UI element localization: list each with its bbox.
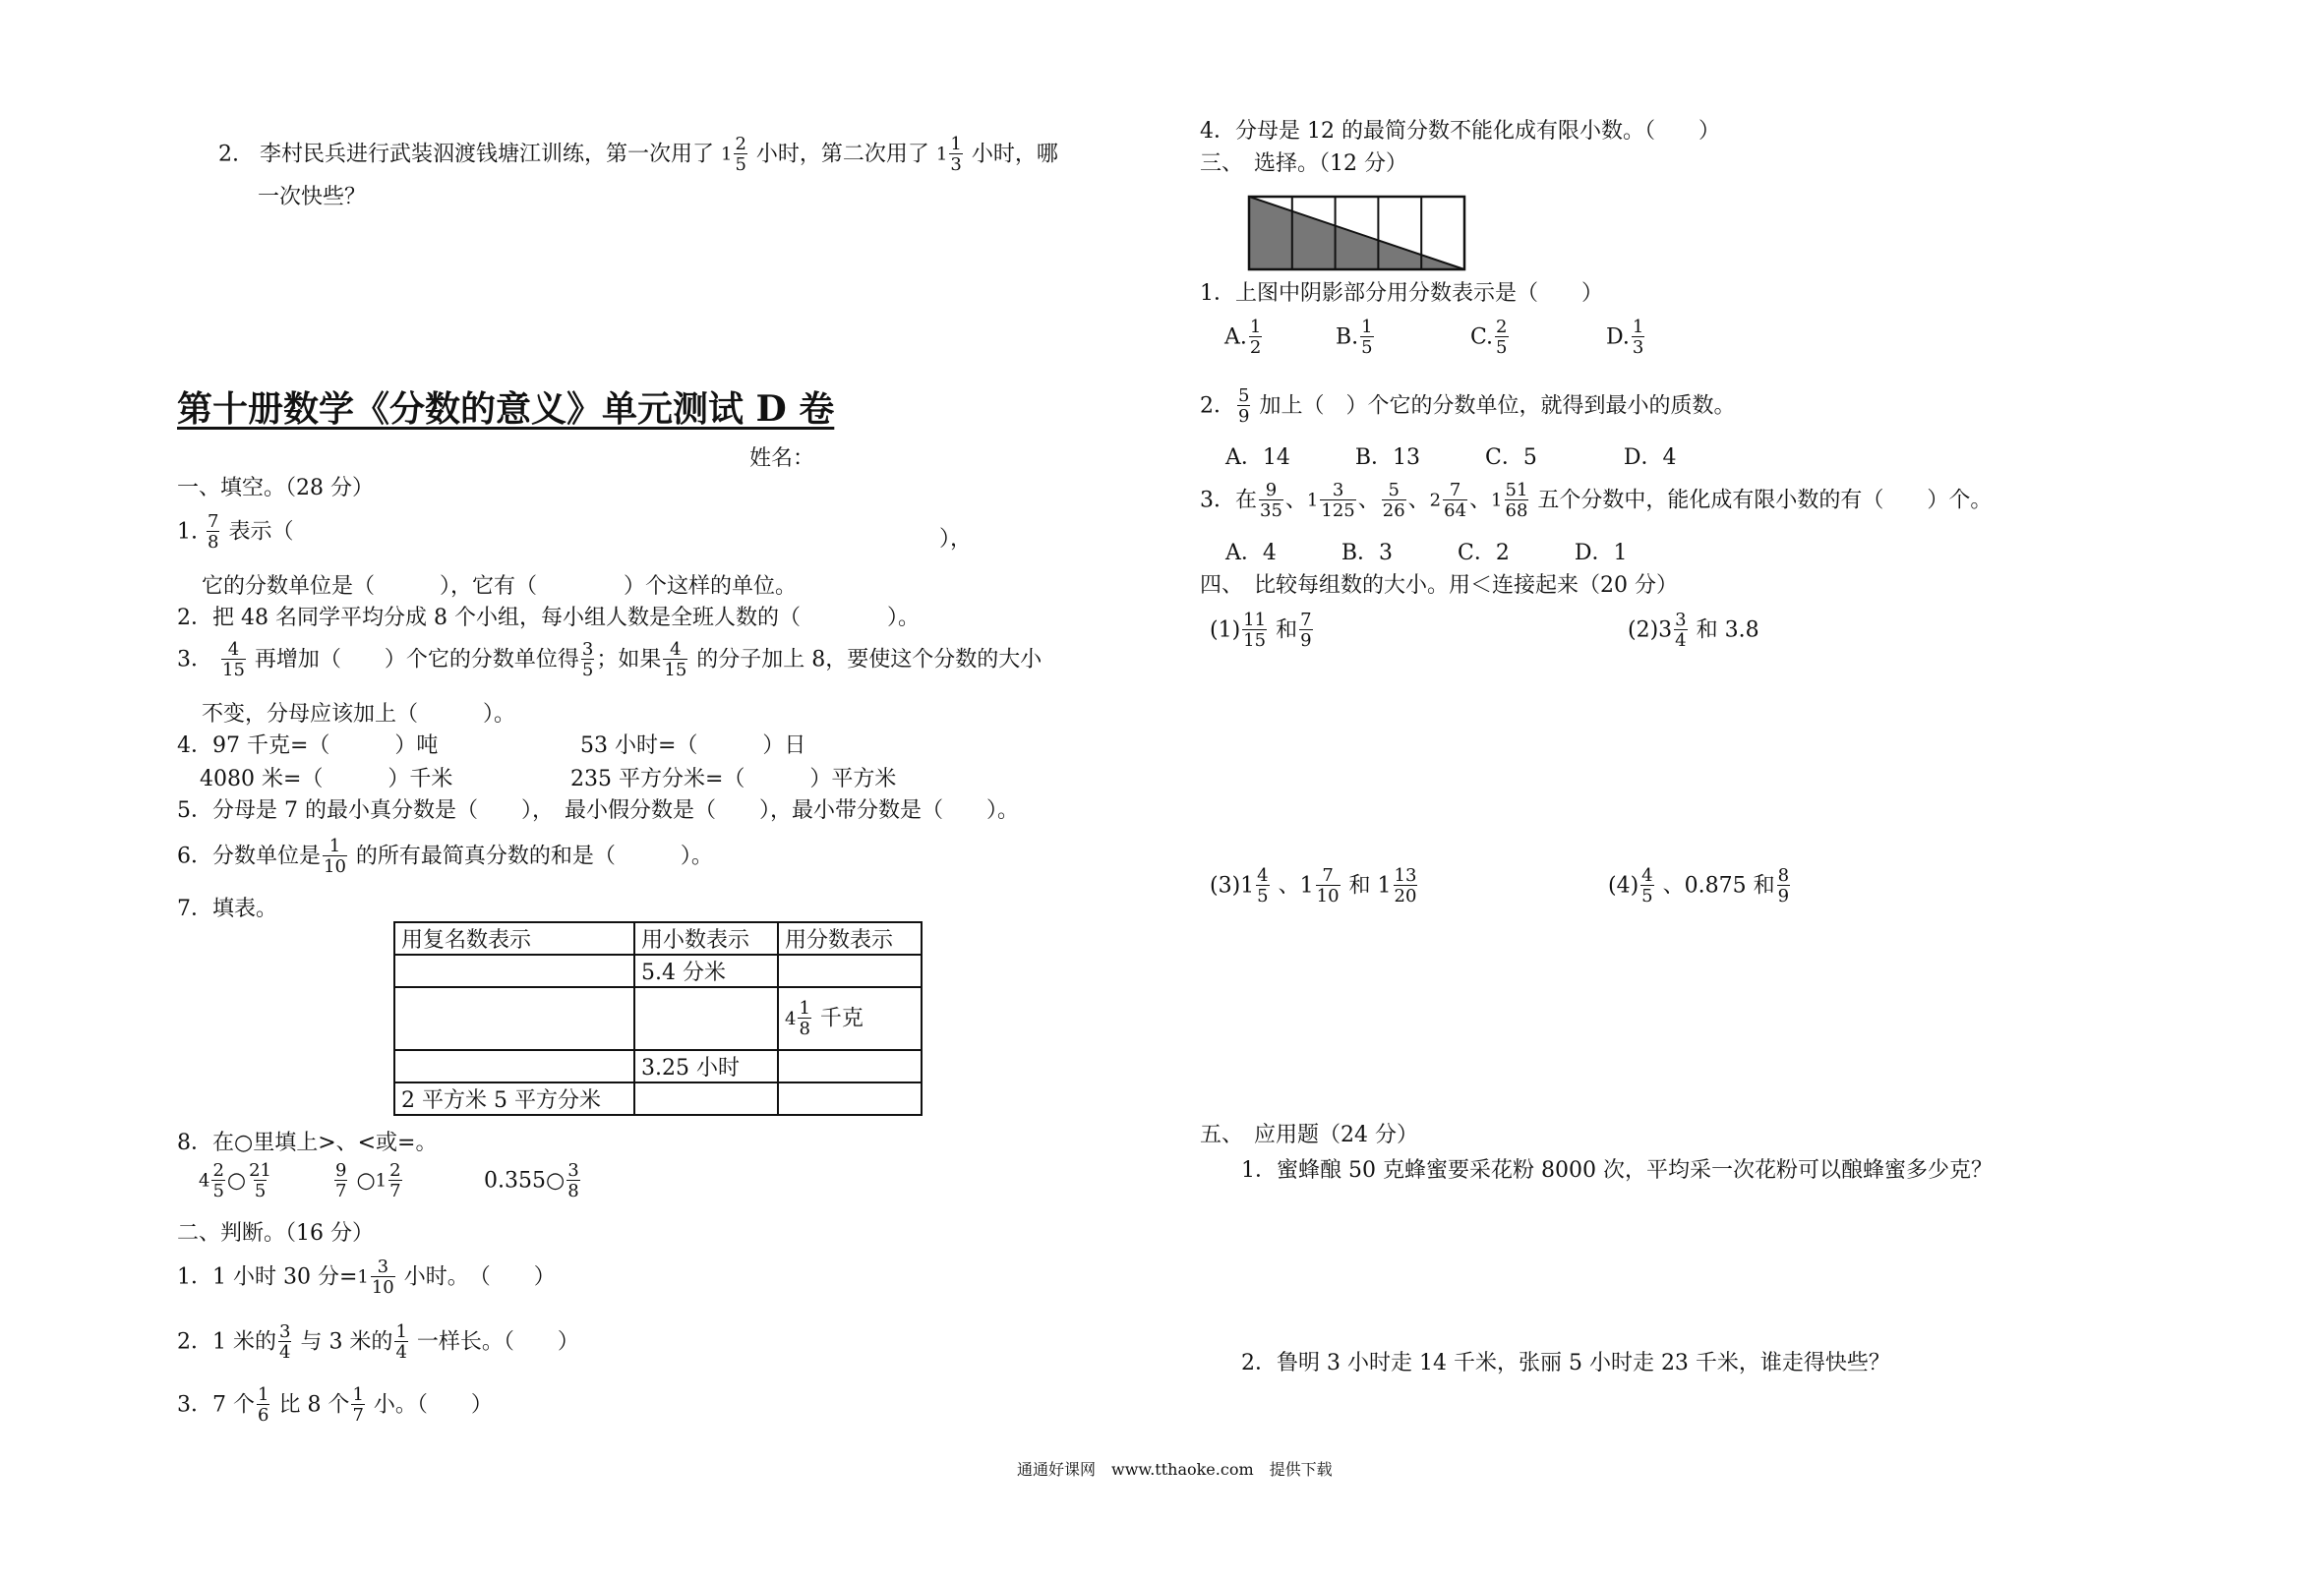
table-cell xyxy=(394,987,634,1050)
judge-q4: 4．分母是 12 的最简分数不能化成有限小数。（ ） xyxy=(1200,119,1720,144)
choice-q1: 1．上图中阴影部分用分数表示是（ ） xyxy=(1200,281,1603,306)
shaded-rectangle-figure xyxy=(1247,195,1471,273)
compare-group-1: (1) $\frac{11}{15}$ 和 $\frac{7}{9}$ xyxy=(1210,610,1312,651)
fill-q2: 2．把 48 名同学平均分成 8 个小组，每小组人数是全班人数的（ ）。 xyxy=(177,606,920,630)
fraction: $\frac{3}{125}$ xyxy=(1321,480,1355,521)
question-2-line2: 一次快些？ xyxy=(258,185,367,209)
fraction: $\frac{9}{35}$ xyxy=(1260,480,1282,521)
fraction: $\frac{9}{7}$ xyxy=(335,1160,347,1201)
compare-b: $\frac{9}{7}$ ○1 $\frac{2}{7}$ xyxy=(335,1160,401,1201)
choice-q3-options: A．4 B．3 C．2 D．1 xyxy=(1225,541,1628,565)
compare-c: 0.355○ $\frac{3}{8}$ xyxy=(484,1160,579,1201)
application-q2: 2．鲁明 3 小时走 14 千米，张丽 5 小时走 23 千米，谁走得快些？ xyxy=(1241,1351,1890,1375)
fill-q4a: 4．97 千克=（ ）吨 xyxy=(177,733,439,758)
question-2-wading: 2. 李村民兵进行武装泅渡钱塘江训练，第一次用了 1 $\frac{2}{5}$ 小时，第二次用了 1 $\frac{1}{3}$ 小时，哪 xyxy=(218,134,1058,175)
section-5-heading: 五、 应用题（24 分） xyxy=(1200,1123,1418,1147)
fraction: $\frac{1}{7}$ xyxy=(352,1384,364,1426)
fraction: $\frac{2}{5}$ xyxy=(212,1160,224,1201)
fraction: $\frac{7}{8}$ xyxy=(208,511,219,553)
section-3-heading: 三、 选择。（12 分） xyxy=(1200,151,1407,176)
section-1-heading: 一、填空。（28 分） xyxy=(177,476,374,500)
fraction: $\frac{4}{5}$ xyxy=(1257,865,1269,906)
fill-q6: 6．分数单位是 $\frac{1}{10}$ 的所有最简真分数的和是（ ）。 xyxy=(177,836,713,877)
choice-q2: 2． $\frac{5}{9}$ 加上（ ）个它的分数单位，就得到最小的质数。 xyxy=(1200,385,1736,427)
compare-a: 4 $\frac{2}{5}$ ○ $\frac{21}{5}$ xyxy=(199,1160,272,1201)
name-label: 姓名： xyxy=(749,446,815,471)
fraction: $\frac{4}{5}$ xyxy=(1641,865,1653,906)
table-cell xyxy=(634,1082,778,1115)
judge-q2: 2．1 米的 $\frac{3}{4}$ 与 3 米的 $\frac{1}{4}$ 一样长。（ ） xyxy=(177,1321,579,1363)
page-title: 第十册数学《分数的意义》单元测试 D 卷 xyxy=(177,388,835,430)
fraction: $\frac{2}{5}$ xyxy=(1496,317,1508,358)
fill-q1-close: ）， xyxy=(939,527,973,552)
fraction: $\frac{7}{9}$ xyxy=(1300,610,1312,651)
fraction: $\frac{4}{15}$ xyxy=(222,639,245,680)
table-header: 用分数表示 xyxy=(778,922,922,955)
compare-group-3: (3)1 $\frac{4}{5}$ 、1 $\frac{7}{10}$ 和 1 $\frac{13}{20}$ xyxy=(1210,865,1417,906)
choice-q1-option-c: C. $\frac{2}{5}$ xyxy=(1470,317,1508,358)
compare-group-4: (4) $\frac{4}{5}$ 、0.875 和 $\frac{8}{9}$ xyxy=(1608,865,1790,906)
table-cell xyxy=(778,1082,922,1115)
fraction: $\frac{3}{4}$ xyxy=(1675,610,1687,651)
fraction: $\frac{51}{68}$ xyxy=(1505,480,1528,521)
fraction: $\frac{1}{2}$ xyxy=(1249,317,1262,358)
choice-q1-option-d: D. $\frac{1}{3}$ xyxy=(1606,317,1644,358)
fraction: $\frac{11}{15}$ xyxy=(1243,610,1267,651)
fraction: $\frac{7}{64}$ xyxy=(1444,480,1467,521)
fill-q4b: 53 小时=（ ）日 xyxy=(580,733,806,758)
footer-credit: 通通好课网 www.tthaoke.com 提供下载 xyxy=(1017,1460,1333,1479)
fraction: $\frac{4}{15}$ xyxy=(664,639,687,680)
fraction: $\frac{5}{26}$ xyxy=(1382,480,1405,521)
fill-q4c: 4080 米=（ ）千米 xyxy=(200,767,453,791)
fraction: $\frac{8}{9}$ xyxy=(1777,865,1790,906)
table-cell xyxy=(778,955,922,987)
fraction: $\frac{3}{10}$ xyxy=(371,1257,394,1298)
fraction: $\frac{1}{4}$ xyxy=(395,1321,407,1363)
fill-q7: 7．填表。 xyxy=(177,897,277,921)
table-cell xyxy=(634,987,778,1050)
fraction: $\frac{1}{10}$ xyxy=(324,836,346,877)
choice-q1-option-a: A. $\frac{1}{2}$ xyxy=(1224,317,1262,358)
fraction: $\frac{1}{6}$ xyxy=(258,1384,269,1426)
fraction: $\frac{1}{5}$ xyxy=(1361,317,1373,358)
choice-q2-options: A．14 B．13 C．5 D．4 xyxy=(1225,445,1677,470)
table-cell: 4 $\frac{1}{8}$ 千克 xyxy=(778,987,922,1050)
fraction: $\frac{1}{3}$ xyxy=(1632,317,1644,358)
fill-q1: 1. $\frac{7}{8}$ 表示（ xyxy=(177,511,294,553)
fraction: $\frac{3}{8}$ xyxy=(567,1160,579,1201)
fill-q5: 5．分母是 7 的最小真分数是（ ）， 最小假分数是（ ），最小带分数是（ ）。 xyxy=(177,798,1019,823)
fraction: $\frac{1}{3}$ xyxy=(950,134,962,175)
fraction: $\frac{1}{8}$ xyxy=(799,997,810,1039)
fraction: $\frac{13}{20}$ xyxy=(1394,865,1417,906)
table-cell: 3.25 小时 xyxy=(634,1050,778,1082)
fraction: $\frac{3}{4}$ xyxy=(279,1321,291,1363)
table-cell xyxy=(778,1050,922,1082)
fill-q3-line2: 不变，分母应该加上（ ）。 xyxy=(202,702,516,727)
fill-q8: 8．在○里填上>、<或=。 xyxy=(177,1131,438,1155)
fraction: $\frac{2}{7}$ xyxy=(389,1160,401,1201)
table-cell: 2 平方米 5 平方分米 xyxy=(394,1082,634,1115)
fill-table xyxy=(393,921,923,1116)
fraction: $\frac{5}{9}$ xyxy=(1238,385,1250,427)
section-4-heading: 四、 比较每组数的大小。用＜连接起来（20 分） xyxy=(1200,573,1678,598)
fraction: $\frac{21}{5}$ xyxy=(249,1160,272,1201)
table-cell xyxy=(394,955,634,987)
table-header: 用小数表示 xyxy=(634,922,778,955)
fill-q1-line2: 它的分数单位是（ ），它有（ ）个这样的单位。 xyxy=(202,574,798,599)
fraction: $\frac{3}{5}$ xyxy=(581,639,594,680)
fraction: $\frac{7}{10}$ xyxy=(1316,865,1340,906)
judge-q3: 3．7 个 $\frac{1}{6}$ 比 8 个 $\frac{1}{7}$ 小。（ ） xyxy=(177,1384,493,1426)
fill-q4d: 235 平方分米=（ ）平方米 xyxy=(570,767,897,791)
table-cell xyxy=(394,1050,634,1082)
table-cell: 5.4 分米 xyxy=(634,955,778,987)
table-header: 用复名数表示 xyxy=(394,922,634,955)
choice-q1-option-b: B. $\frac{1}{5}$ xyxy=(1336,317,1373,358)
fraction: $\frac{2}{5}$ xyxy=(735,134,746,175)
fill-q3: 3． $\frac{4}{15}$ 再增加（ ）个它的分数单位得 $\frac{3}{5}$ ；如果 $\frac{4}{15}$ 的分子加上 8，要使这个分数的大小 xyxy=(177,639,1043,680)
choice-q3: 3．在 $\frac{9}{35}$ 、1 $\frac{3}{125}$ 、 $\frac{5}{26}$ 、2 $\frac{7}{64}$ 、1 $\frac{51}{68}$ 五个分数中，能化成有限小数的有（ ）个。 xyxy=(1200,480,1993,521)
compare-group-2: (2)3 $\frac{3}{4}$ 和 3.8 xyxy=(1628,610,1759,651)
judge-q1: 1．1 小时 30 分=1 $\frac{3}{10}$ 小时。 （ ） xyxy=(177,1257,556,1298)
section-2-heading: 二、判断。（16 分） xyxy=(177,1221,374,1246)
application-q1: 1．蜜蜂酿 50 克蜂蜜要采花粉 8000 次，平均采一次花粉可以酿蜂蜜多少克？ xyxy=(1241,1158,1993,1183)
